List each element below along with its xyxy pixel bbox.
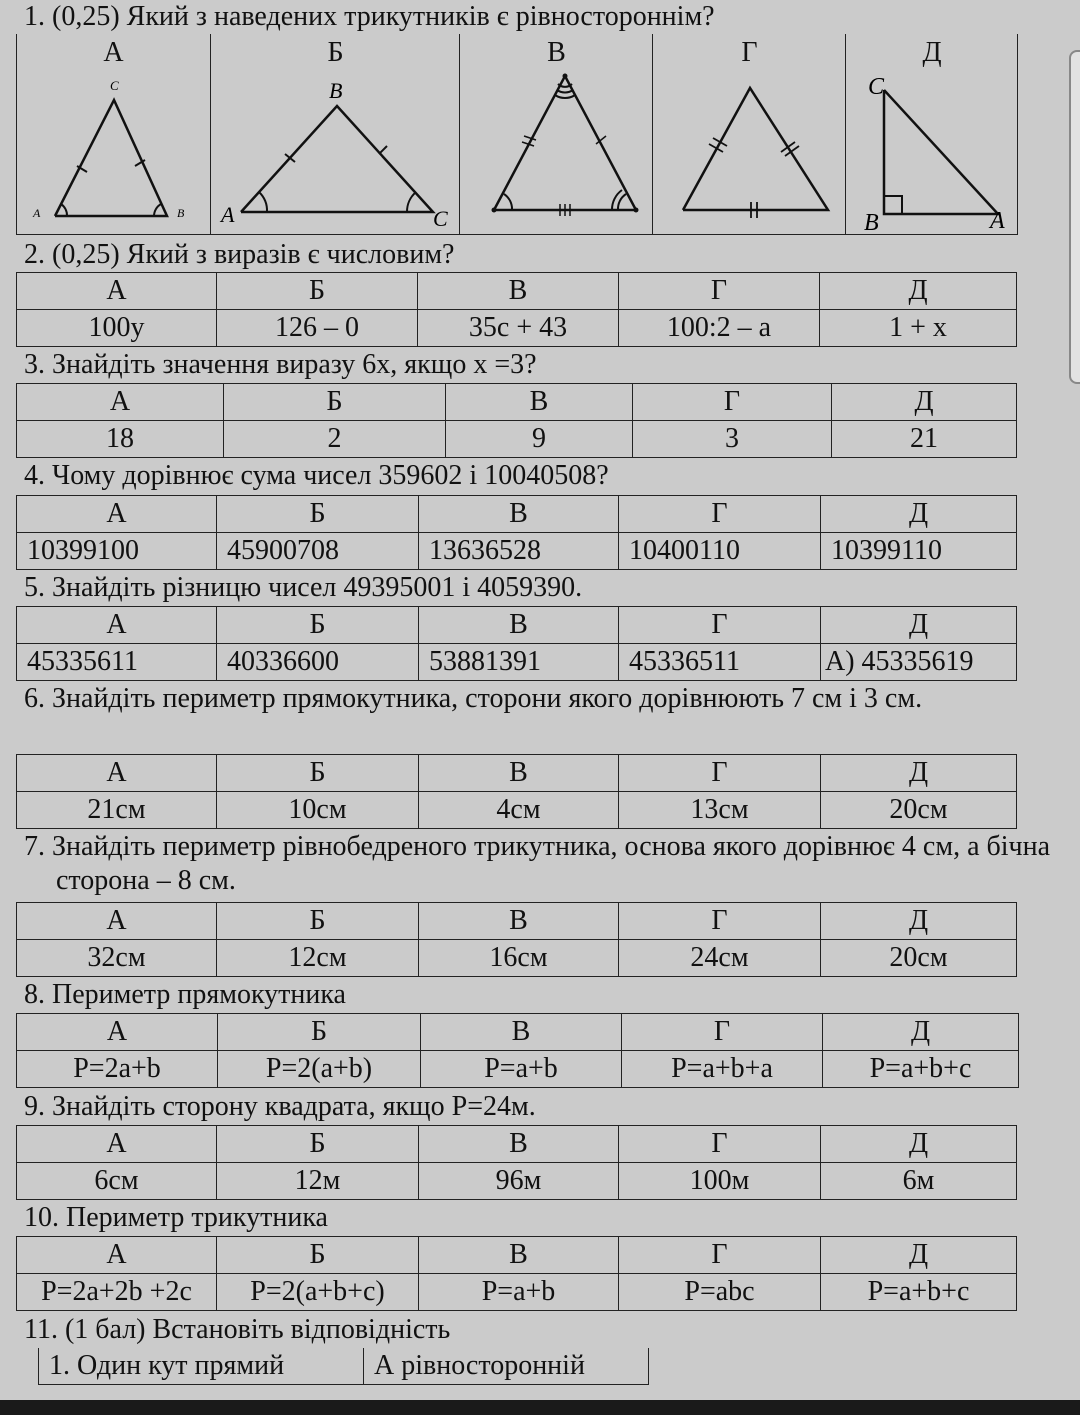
vertex-label: B xyxy=(864,210,879,234)
vertex-label: A xyxy=(33,206,41,220)
option-letter: А xyxy=(17,273,217,310)
option-letter: В xyxy=(419,1126,619,1163)
option-value: 24см xyxy=(619,940,821,977)
question-10-answers xyxy=(16,1236,1017,1311)
option-letter: Б xyxy=(217,607,419,644)
option-letter: Г xyxy=(619,273,820,310)
option-letter: Б xyxy=(218,1014,421,1051)
option-value: 13см xyxy=(619,792,821,829)
option-letter: Д xyxy=(821,1126,1017,1163)
option-value: 100м xyxy=(619,1163,821,1200)
option-letter: Д xyxy=(922,37,942,68)
option-value: 2 xyxy=(224,421,446,458)
vertex-label: B xyxy=(329,78,343,103)
question-9-text: 9. Знайдіть сторону квадрата, якщо Р=24м. xyxy=(24,1091,536,1122)
option-value: P=a+b+c xyxy=(823,1051,1019,1088)
question-7-text: 7. Знайдіть периметр рівнобедреного трикутника, основа якого дорівнює 4 см, а бічна сторона – 8 см. xyxy=(24,831,1051,896)
option-letter: А xyxy=(17,755,217,792)
option-letter: В xyxy=(419,607,619,644)
vertex-label: C xyxy=(868,74,885,100)
option-value: P=2(a+b+c) xyxy=(217,1274,419,1311)
option-letter: Д xyxy=(821,903,1017,940)
option-value: 6м xyxy=(821,1163,1017,1200)
question-3-text: 3. Знайдіть значення виразу 6х, якщо х =3? xyxy=(24,349,537,380)
question-6-text: 6. Знайдіть периметр прямокутника, сторони якого дорівнюють 7 см і 3 см. xyxy=(24,683,923,714)
option-letter: Г xyxy=(619,607,821,644)
option-value: 35c + 43 xyxy=(418,310,619,347)
option-value: 96м xyxy=(419,1163,619,1200)
option-value: 100:2 – a xyxy=(619,310,820,347)
vertex-label: C xyxy=(110,78,119,93)
option-value: 18 xyxy=(17,421,224,458)
vertex-label: A xyxy=(221,202,235,227)
question-5-text: 5. Знайдіть різницю чисел 49395001 і 4059390. xyxy=(24,572,583,603)
option-value: 20см xyxy=(821,940,1017,977)
option-value: 13636528 xyxy=(419,533,619,570)
option-value: P=2a+b xyxy=(17,1051,218,1088)
question-4-answers xyxy=(16,495,1017,570)
option-letter: Д xyxy=(821,1237,1017,1274)
question-6-answers xyxy=(16,754,1017,829)
option-value: 1 + x xyxy=(820,310,1017,347)
bottom-bar xyxy=(0,1400,1080,1415)
question-11-match-table xyxy=(38,1348,649,1385)
scrollbar[interactable] xyxy=(1069,50,1080,384)
question-7-answers xyxy=(16,902,1017,977)
option-value: А) 45335619 xyxy=(821,644,1017,681)
option-value: 10399100 xyxy=(17,533,217,570)
option-letter: Б xyxy=(217,1237,419,1274)
option-letter: Б xyxy=(217,496,419,533)
option-value: 12м xyxy=(217,1163,419,1200)
option-value: 126 – 0 xyxy=(217,310,418,347)
option-letter: Б xyxy=(217,1126,419,1163)
option-letter: Г xyxy=(741,37,758,68)
option-value: P=a+b+a xyxy=(622,1051,823,1088)
question-9-answers xyxy=(16,1125,1017,1200)
option-letter: В xyxy=(547,37,566,68)
option-letter: А xyxy=(17,1126,217,1163)
option-letter: Г xyxy=(619,496,821,533)
option-letter: Б xyxy=(217,273,418,310)
option-value: 20см xyxy=(821,792,1017,829)
option-value: P=a+b xyxy=(421,1051,622,1088)
option-letter: Б xyxy=(327,37,344,68)
option-value: 10400110 xyxy=(619,533,821,570)
option-letter: Г xyxy=(619,1237,821,1274)
option-letter: Г xyxy=(622,1014,823,1051)
option-letter: А xyxy=(17,1014,218,1051)
option-letter: Б xyxy=(217,755,419,792)
option-letter: В xyxy=(419,903,619,940)
option-letter: А xyxy=(17,607,217,644)
option-value: 45336511 xyxy=(619,644,821,681)
match-left-item: 1. Один кут прямий xyxy=(39,1348,364,1385)
option-value: 45900708 xyxy=(217,533,419,570)
option-letter: Г xyxy=(633,384,832,421)
question-2-answers xyxy=(16,272,1017,347)
option-letter: А xyxy=(103,37,124,68)
option-value: 4см xyxy=(419,792,619,829)
option-value: 10399110 xyxy=(821,533,1017,570)
option-letter: Д xyxy=(821,607,1017,644)
question-10-text: 10. Периметр трикутника xyxy=(24,1202,328,1233)
option-value: P=2(a+b) xyxy=(218,1051,421,1088)
option-value: 16см xyxy=(419,940,619,977)
option-letter: Д xyxy=(823,1014,1019,1051)
option-value: 12см xyxy=(217,940,419,977)
option-value: P=2a+2b +2c xyxy=(17,1274,217,1311)
option-value: 32см xyxy=(17,940,217,977)
option-value: P=a+b xyxy=(419,1274,619,1311)
question-1-figures xyxy=(16,34,1018,235)
option-letter: Г xyxy=(619,1126,821,1163)
option-value: 21 xyxy=(832,421,1017,458)
option-letter: Б xyxy=(217,903,419,940)
option-letter: В xyxy=(421,1014,622,1051)
equilateral-triangle-figure xyxy=(653,70,846,234)
question-8-answers xyxy=(16,1013,1019,1088)
vertex-label: A xyxy=(990,208,1005,234)
option-letter: А xyxy=(17,384,224,421)
option-value: 6см xyxy=(17,1163,217,1200)
option-letter: В xyxy=(418,273,619,310)
isosceles-triangle-figure xyxy=(17,70,210,234)
option-value: 9 xyxy=(446,421,633,458)
option-letter: Д xyxy=(820,273,1017,310)
vertex-label: B xyxy=(177,206,185,220)
option-letter: Г xyxy=(619,903,821,940)
option-letter: А xyxy=(17,1237,217,1274)
option-letter: В xyxy=(419,496,619,533)
option-letter: Д xyxy=(821,755,1017,792)
option-d-figure xyxy=(845,34,1018,234)
option-letter: Б xyxy=(224,384,446,421)
option-v-figure xyxy=(459,34,653,234)
question-4-text: 4. Чому дорівнює сума чисел 359602 і 10040508? xyxy=(24,460,609,491)
option-letter: Д xyxy=(832,384,1017,421)
question-2-text: 2. (0,25) Який з виразів є числовим? xyxy=(24,239,455,270)
right-triangle-figure xyxy=(846,70,1018,234)
option-g-figure xyxy=(652,34,846,234)
option-letter: В xyxy=(419,755,619,792)
question-8-text: 8. Периметр прямокутника xyxy=(24,979,346,1010)
question-3-answers xyxy=(16,383,1017,458)
option-letter: Г xyxy=(619,755,821,792)
option-letter: А xyxy=(17,496,217,533)
isosceles-triangle-figure xyxy=(211,70,460,234)
question-11-text: 11. (1 бал) Встановіть відповідність xyxy=(24,1314,451,1345)
option-a-figure xyxy=(17,34,210,234)
option-value: 10см xyxy=(217,792,419,829)
equilateral-triangle-figure xyxy=(460,70,653,234)
option-value: 100y xyxy=(17,310,217,347)
option-letter: В xyxy=(446,384,633,421)
question-1-text: 1. (0,25) Який з наведених трикутників є рівностороннім? xyxy=(24,1,715,32)
option-value: 21см xyxy=(17,792,217,829)
option-b-figure xyxy=(210,34,460,234)
option-value: 53881391 xyxy=(419,644,619,681)
match-right-item: А рівносторонній xyxy=(364,1348,649,1385)
option-value: P=abc xyxy=(619,1274,821,1311)
option-letter: А xyxy=(17,903,217,940)
option-value: 45335611 xyxy=(17,644,217,681)
option-letter: В xyxy=(419,1237,619,1274)
question-5-answers xyxy=(16,606,1017,681)
option-letter: Д xyxy=(821,496,1017,533)
option-value: 40336600 xyxy=(217,644,419,681)
vertex-label: C xyxy=(433,206,448,231)
option-value: 3 xyxy=(633,421,832,458)
option-value: P=a+b+c xyxy=(821,1274,1017,1311)
